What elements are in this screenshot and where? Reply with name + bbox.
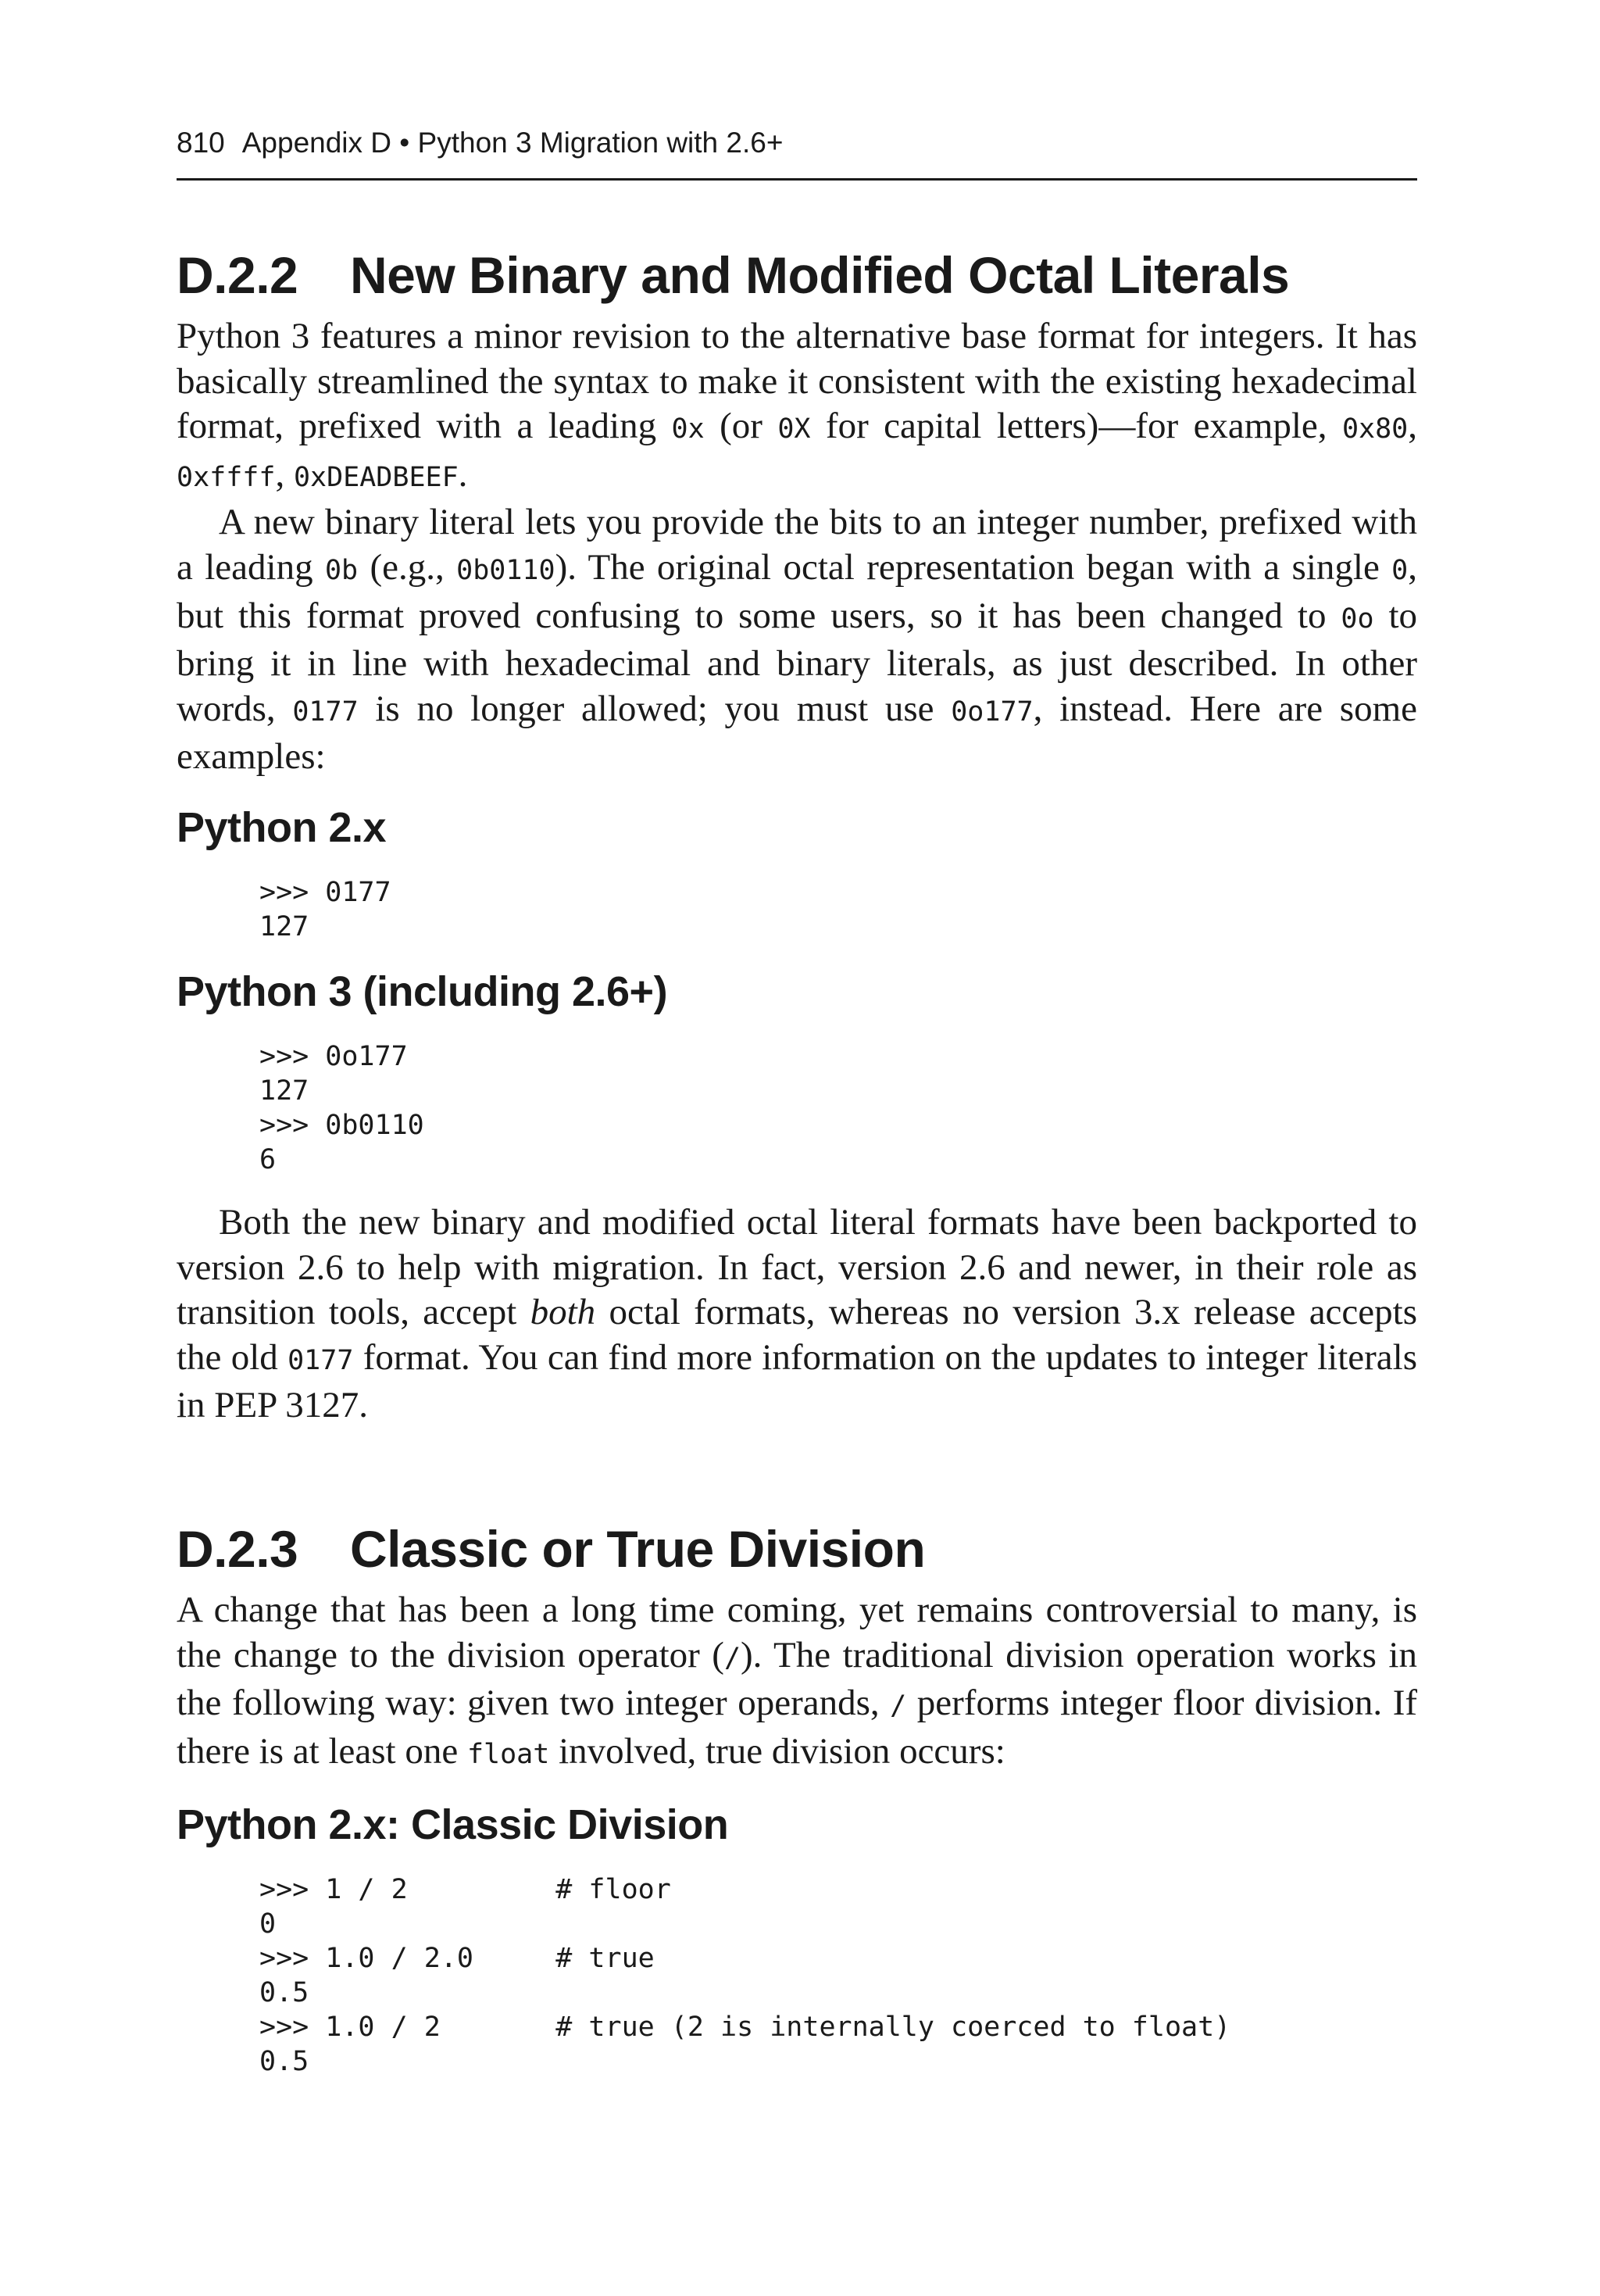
inline-code: 0177 [288,1344,354,1376]
text-run: ). The traditional division operation works in the following way: given two integer operands, [177,1634,1417,1724]
inline-code: float [466,1738,550,1770]
code-line: 127 [259,910,309,942]
text-run: is no longer allowed; you must use [358,688,952,729]
inline-code: 0x80 [1341,413,1409,445]
inline-code: 0b [324,554,359,586]
inline-code: 0o177 [951,696,1034,728]
running-title: Appendix D • Python 3 Migration with 2.6+ [241,127,784,159]
text-run: A change that has been a long time coming, yet remains controversial to many, is the change to the division operator ( [177,1589,1417,1676]
code-line: >>> 1 / 2 # floor [259,1874,671,1906]
text-run: involved, true division occurs: [549,1730,1005,1772]
section-heading-d23 [177,1510,1417,1588]
text-run: A new binary literal lets you provide the bits to an integer number, prefixed with a leading [177,502,1417,588]
text-run: ). The original octal representation began with a single [555,546,1392,588]
text-run: to bring it in line with hexadecimal and binary literals, as just described. In other words, [177,595,1417,729]
code-block-python3 [259,1039,1417,1177]
header-rule [177,178,1417,181]
paragraph [177,1200,1417,1429]
text-run: , [275,453,294,495]
code-line: >>> 1.0 / 2 # true (2 is internally coerced to float) [259,2012,1231,2044]
text-run: Both the new binary and modified octal literal formats have been backported to version 2.6 to help with migration. In fact, version 2.6 and newer, in their role as transition tools, accept [177,1201,1417,1333]
code-block-classic-division [259,1872,1417,2079]
paragraph [177,500,1417,780]
inline-code: 0X [777,413,811,445]
paragraph [177,314,1417,500]
inline-code: / [723,1642,741,1674]
code-block-python2 [259,875,1417,944]
section-heading-d22 [177,236,1417,314]
text-run: . [458,453,468,495]
text-run: format. You can find more information on the updates to integer literals in PEP 3127. [177,1336,1417,1426]
code-line: >>> 0b0110 [259,1109,424,1141]
inline-code: 0xffff [177,461,276,493]
text-run: octal formats, whereas no version 3.x release accepts the old [177,1292,1417,1378]
code-line: 0.5 [259,1977,309,2009]
paragraph [177,1588,1417,1777]
text-run: Python 3 features a minor revision to the alternative base format for integers. It has basically streamlined the syntax to make it consistent with the existing hexadecimal format, prefixed with a leading [177,316,1417,447]
emphasis: both [530,1292,596,1333]
code-line: 0 [259,1908,277,1940]
inline-code: 0177 [292,696,359,728]
text-run: (e.g., [358,546,457,588]
text-run: for capital letters)—for example, [810,406,1342,447]
section-title: New Binary and Modified Octal Literals [350,246,1290,304]
code-line: >>> 1.0 / 2.0 # true [259,1943,655,1975]
inline-code: / [890,1690,907,1722]
text-run: (or [704,406,778,447]
running-head [177,125,1417,161]
inline-code: 0o [1341,603,1374,635]
text-run: performs integer floor division. If there is at least one [177,1683,1417,1772]
subheading-python2: Python 2.x [177,803,387,851]
inline-code: 0xDEADBEEF [293,461,459,493]
text-run: , [1408,406,1417,447]
page-number: 810 [177,127,225,159]
code-line: 0.5 [259,2046,309,2078]
text-run: , instead. Here are some examples: [177,688,1417,778]
code-line: >>> 0177 [259,876,391,908]
page-body [177,236,1417,2079]
section-number: D.2.2 [177,246,298,304]
inline-code: 0b0110 [456,554,555,586]
text-run: , but this format proved confusing to some users, so it has been changed to [177,546,1417,636]
subheading-python3: Python 3 (including 2.6+) [177,967,668,1015]
inline-code: 0x [671,413,705,445]
section-number: D.2.3 [177,1519,298,1578]
inline-code: 0 [1391,554,1409,586]
code-line: 127 [259,1075,309,1107]
subheading-classic-division: Python 2.x: Classic Division [177,1801,729,1849]
section-title: Classic or True Division [350,1519,926,1578]
code-line: >>> 0o177 [259,1040,408,1072]
code-line: 6 [259,1143,277,1175]
